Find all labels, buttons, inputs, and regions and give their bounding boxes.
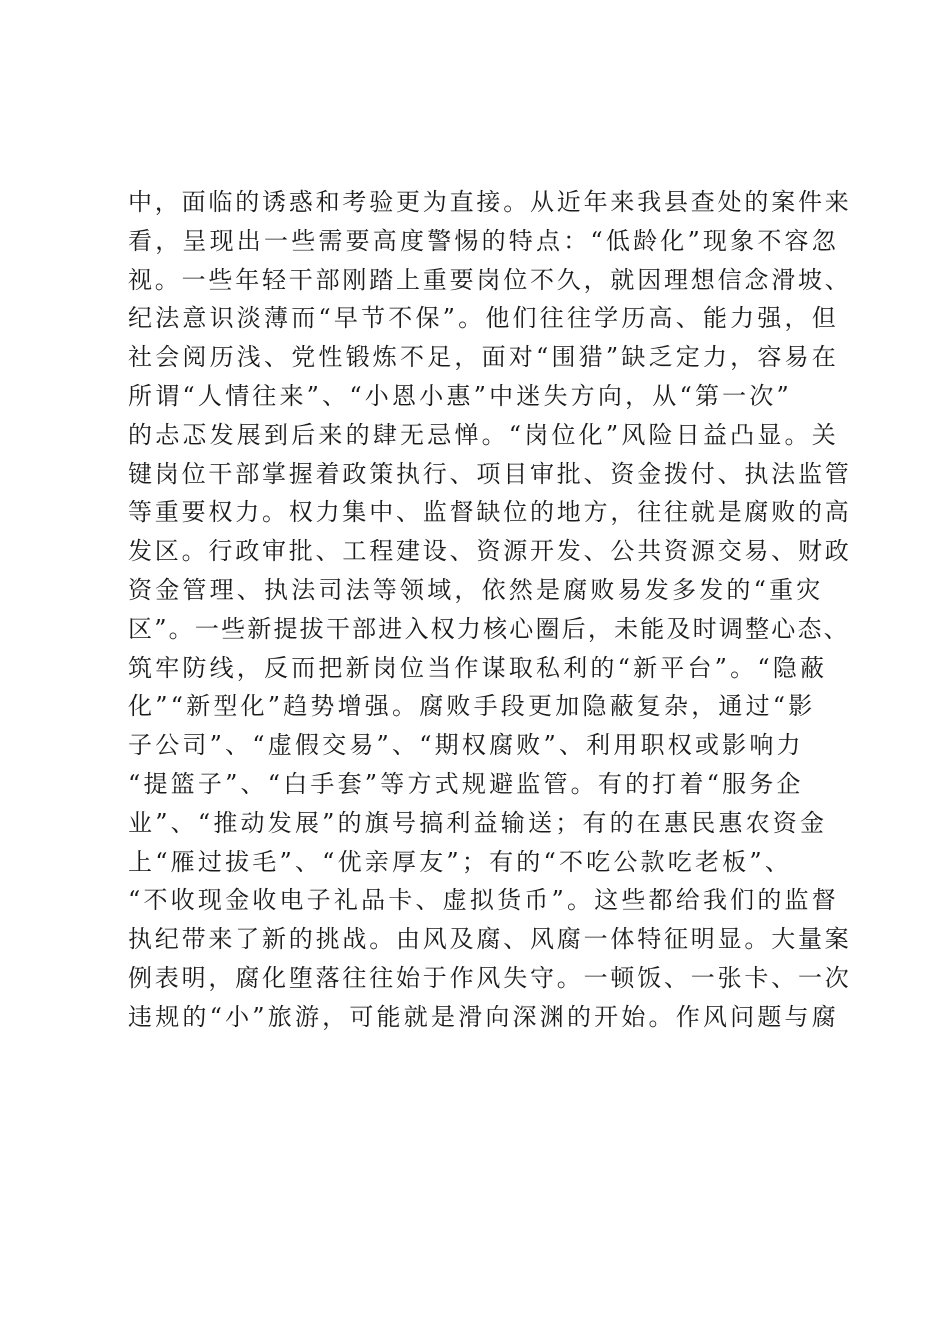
text-line: 的忐忑发展到后来的肆无忌惮。“岗位化”风险日益凸显。关: [128, 420, 839, 449]
text-line: 上“雁过拔毛”、“优亲厚友”；有的“不吃公款吃老板”、: [128, 847, 793, 876]
text-line: 化”“新型化”趋势增强。腐败手段更加隐蔽复杂，通过“影: [128, 692, 816, 721]
text-line: 发区。行政审批、工程建设、资源开发、公共资源交易、财政: [128, 537, 852, 566]
text-line: 社会阅历浅、党性锻炼不足，面对“围猎”缺乏定力，容易在: [128, 343, 839, 372]
text-line: 中，面临的诱惑和考验更为直接。从近年来我县查处的案件来: [128, 188, 852, 216]
text-line: 例表明，腐化堕落往往始于作风失守。一顿饭、一张卡、一次: [128, 963, 852, 992]
text-line: 键岗位干部掌握着政策执行、项目审批、资金拨付、执法监管: [128, 459, 852, 488]
text-line: 违规的“小”旅游，可能就是滑向深渊的开始。作风问题与腐: [128, 1002, 839, 1031]
text-line: 资金管理、执法司法等领域，依然是腐败易发多发的“重灾: [128, 575, 824, 604]
text-line: “提篮子”、“白手套”等方式规避监管。有的打着“服务企: [128, 769, 804, 798]
text-line: 视。一些年轻干部刚踏上重要岗位不久，就因理想信念滑坡、: [128, 265, 852, 294]
text-line: 区”。一些新提拔干部进入权力核心圈后，未能及时调整心态、: [128, 614, 850, 643]
text-line: 纪法意识淡薄而“早节不保”。他们往往学历高、能力强，但: [128, 304, 839, 333]
text-line: “不收现金收电子礼品卡、虚拟货币”。这些都给我们的监督: [128, 886, 839, 915]
text-line: 看，呈现出一些需要高度警惕的特点：“低龄化”现象不容忽: [128, 226, 839, 255]
text-line: 业”、“推动发展”的旗号搞利益输送；有的在惠民惠农资金: [128, 808, 828, 837]
body-paragraph: [128, 183, 852, 1037]
text-line: 子公司”、“虚假交易”、“期权腐败”、利用职权或影响力: [128, 731, 804, 760]
text-line: 等重要权力。权力集中、监督缺位的地方，往往就是腐败的高: [128, 498, 852, 527]
text-line: 执纪带来了新的挑战。由风及腐、风腐一体特征明显。大量案: [128, 925, 852, 954]
text-line: 筑牢防线，反而把新岗位当作谋取私利的“新平台”。“隐蔽: [128, 653, 828, 682]
text-line: 所谓“人情往来”、“小恩小惠”中迷失方向，从“第一次”: [128, 381, 793, 410]
